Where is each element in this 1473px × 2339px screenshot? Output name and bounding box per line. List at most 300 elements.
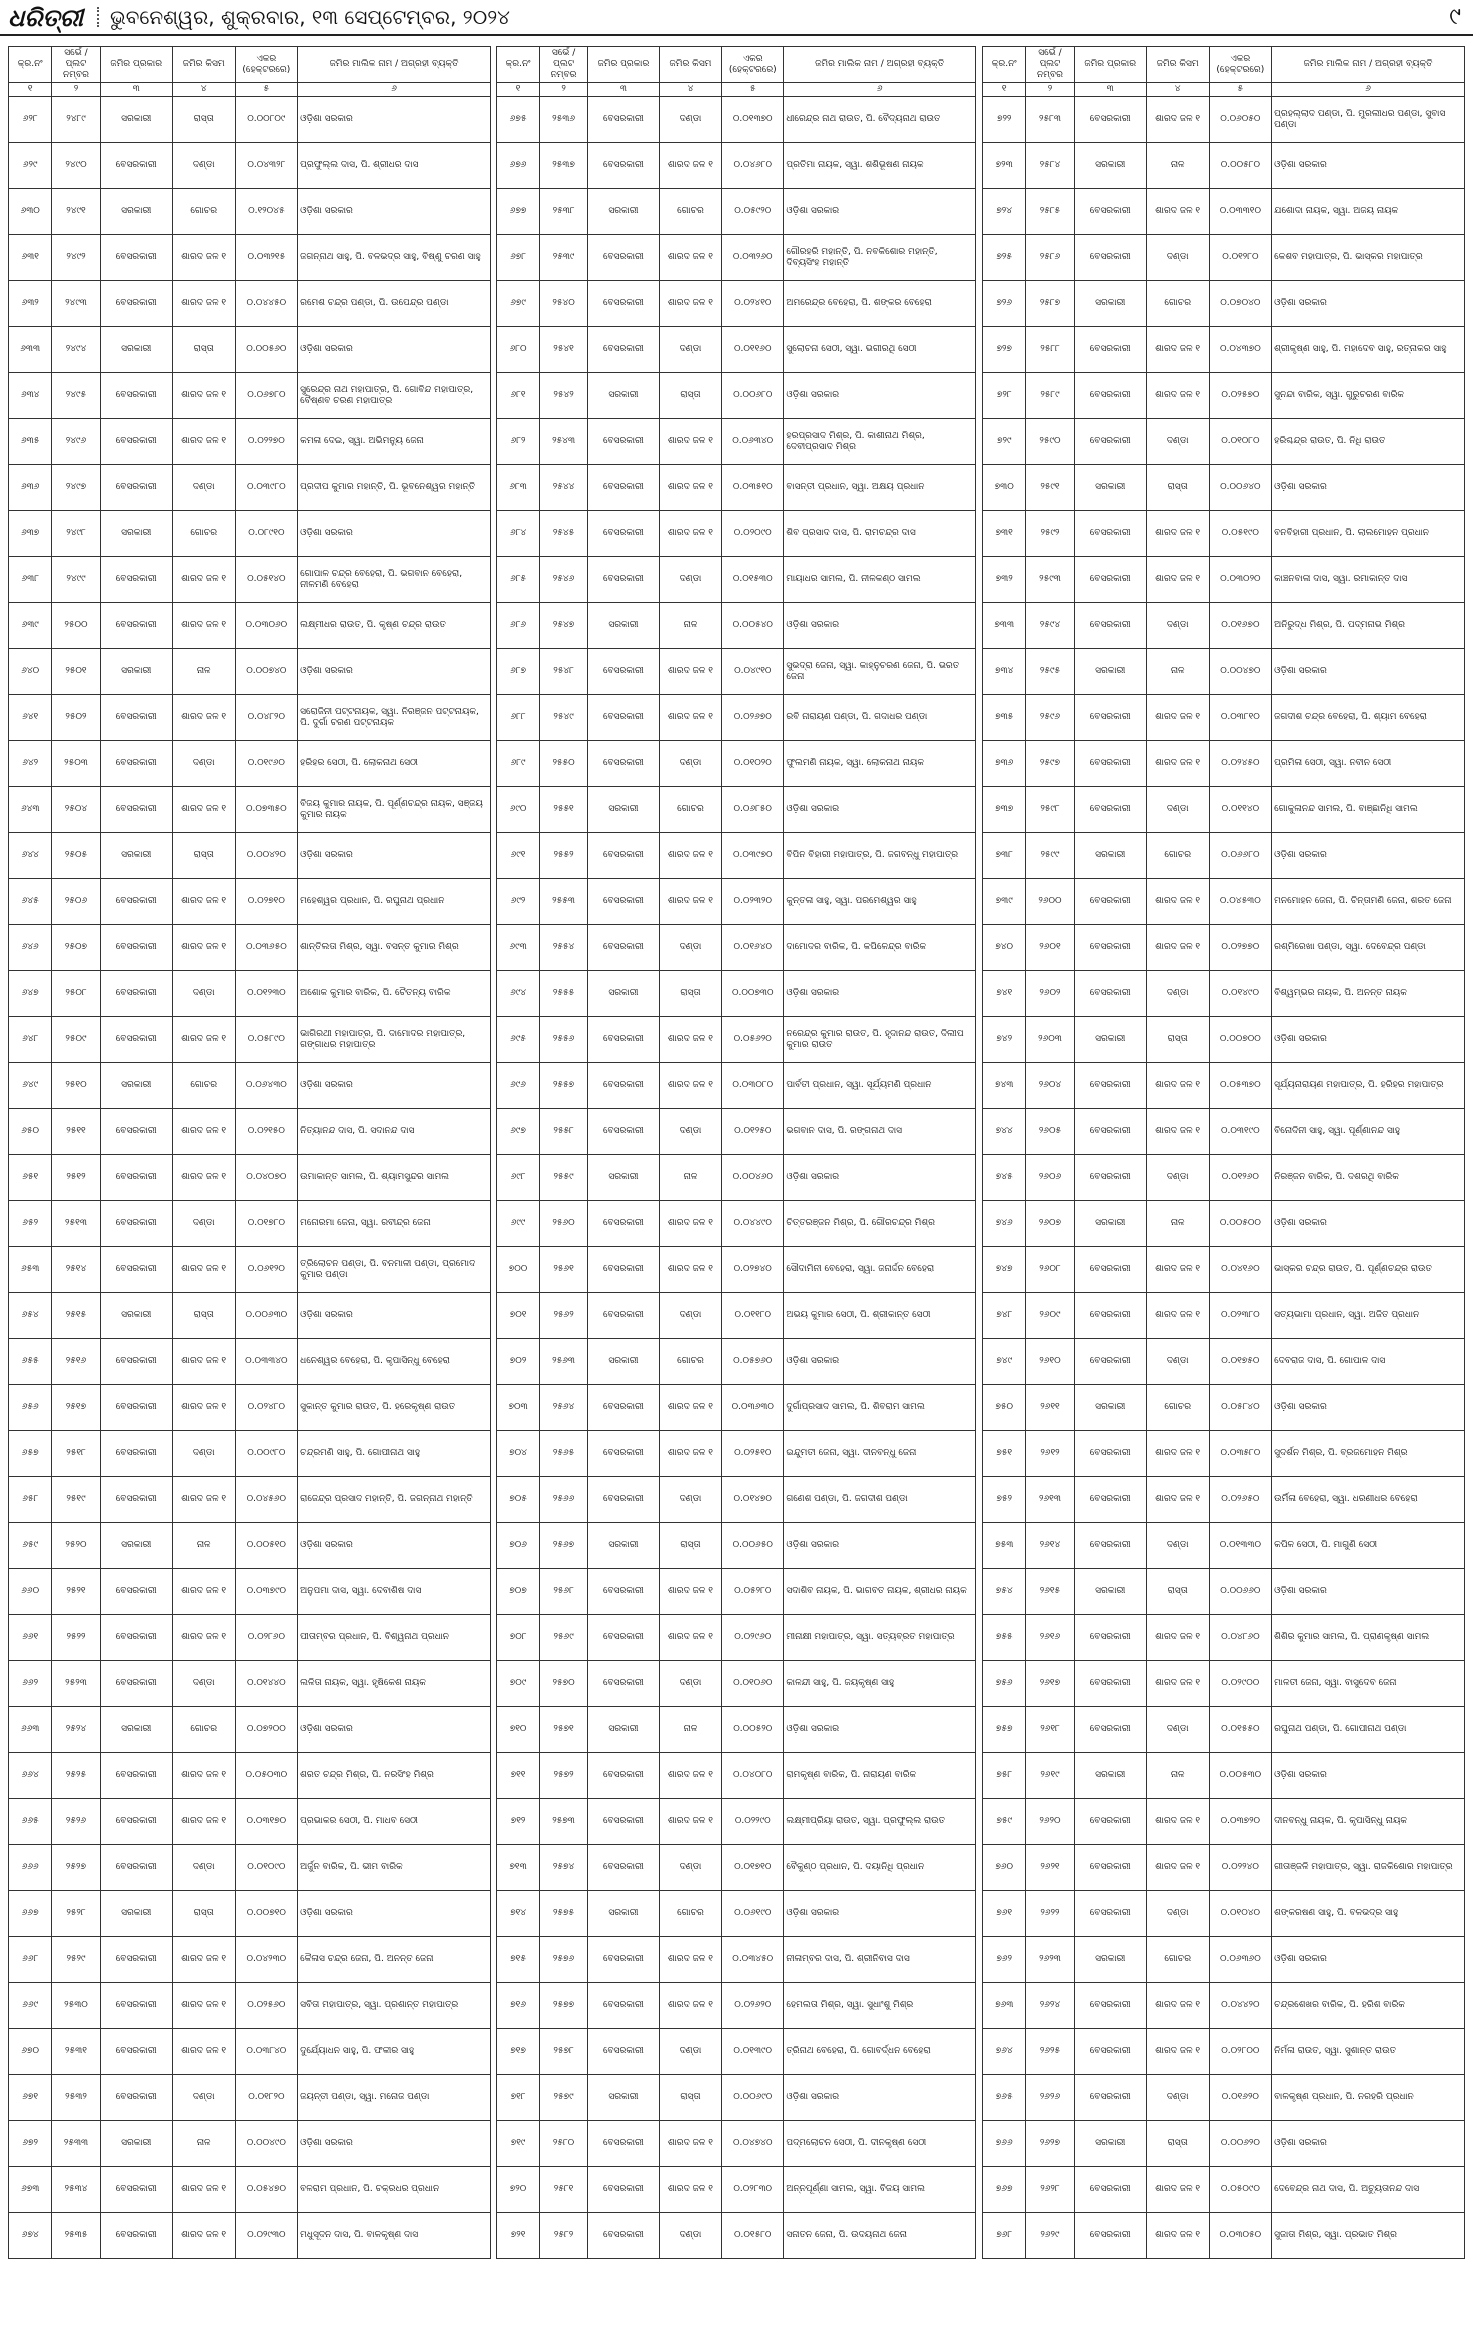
column-header: ଏକର (ହେକ୍ଟରରେ) [1209,47,1272,83]
table-cell: ୨୫୩୬ [540,97,588,143]
table-cell: ୦.୦୨୦୯୦ [722,511,784,557]
table-cell: ଭାଗିରଥୀ ମହାପାତ୍ର, ପି. ଦାମୋଦର ମହାପାତ୍ର, ଗଙ୍ଗାଧର ମହାପାତ୍ର [298,1017,491,1063]
table-cell: ୦.୦୨୫୬୦ [235,1983,298,2029]
table-cell: ଶାରଦ ଜଳ ୧ [659,143,721,189]
table-cell: ଦଣ୍ଡା [659,1109,721,1155]
table-cell: ୨୪୮୯ [52,97,100,143]
table-cell: ୦.୦୩୦୫୦ [1209,2213,1272,2259]
table-cell: ୦.୦୩୭୨୦ [1209,1799,1272,1845]
column-index: ୩ [588,83,660,97]
table-cell: ୨୫୦୧ [52,649,100,695]
table-cell: ବଳରାମ ପ୍ରଧାନ, ପି. ଚକ୍ରଧର ପ୍ରଧାନ [298,2167,491,2213]
table-cell: ଚନ୍ଦ୍ରମଣି ସାହୁ, ପି. ଗୋପୀନାଥ ସାହୁ [298,1431,491,1477]
table-cell: ୦.୦୧୬୭୦ [1209,603,1272,649]
table-row [983,465,1465,511]
table-cell: ଦାମୋଦର ବାରିକ, ପି. କପିଳେନ୍ଦ୍ର ବାରିକ [784,925,976,971]
table-cell: ୨୬୦୪ [1026,1063,1074,1109]
table-cell: ବେସରକାରୀ [100,2213,172,2259]
table-cell: ୦.୦୨୬୨୦ [722,1983,784,2029]
table-cell: ଓଡ଼ିଶା ସରକାର [1272,1937,1465,1983]
table-row [497,1799,976,1845]
table-cell: ୬୭୭ [497,189,540,235]
table-row [9,327,491,373]
table-cell: ବେସରକାରୀ [1074,2029,1146,2075]
table-cell: ଦଣ୍ଡା [1146,1155,1209,1201]
table-cell: ରମେଶ ଚନ୍ଦ୍ର ପଣ୍ଡା, ପି. ଉପେନ୍ଦ୍ର ପଣ୍ଡା [298,281,491,327]
table-row [983,1155,1465,1201]
table-cell: ବେସରକାରୀ [588,97,660,143]
page-number: ୯ [1449,2,1461,30]
table-cell: ଅଭୟ କୁମାର ସେଠୀ, ପି. ଶ୍ରୀକାନ୍ତ ସେଠୀ [784,1293,976,1339]
table-cell: ୨୫୧୧ [52,1109,100,1155]
table-cell: ୨୫୧୭ [52,1385,100,1431]
table-cell: ୨୫୮୫ [1026,189,1074,235]
table-cell: ୨୫୨୧ [52,1569,100,1615]
table-cell: ବେସରକାରୀ [1074,1983,1146,2029]
table-cell: ୨୪୯୬ [52,419,100,465]
table-row [983,1477,1465,1523]
table-cell: ୦.୦୨୬୫୦ [1209,1477,1272,1523]
table-cell: ଗୋଚର [1146,1385,1209,1431]
table-cell: ଅନୁପମା ଦାସ, ସ୍ୱା. ଦେବାଶିଷ ଦାସ [298,1569,491,1615]
table-cell: ୨୬୧୭ [1026,1661,1074,1707]
table-cell: ୨୬୨୯ [1026,2213,1074,2259]
table-cell: ଶାରଦ ଜଳ ୧ [172,879,235,925]
table-cell: ୦.୦୬୩୬୦ [1209,1937,1272,1983]
table-cell: ୨୫୩୪ [52,2167,100,2213]
table-cell: ଶାରଦ ଜଳ ୧ [1146,1615,1209,1661]
table-cell: ୦.୦୪୫୬୦ [235,1477,298,1523]
land-schedule-table [982,46,1465,2259]
table-cell: ଶାରଦ ଜଳ ୧ [1146,879,1209,925]
table-cell: ଓଡ଼ିଶା ସରକାର [1272,833,1465,879]
table-cell: ଶାରଦ ଜଳ ୧ [172,419,235,465]
table-row [983,97,1465,143]
table-cell: ୦.୦୧୪୭୦ [722,1477,784,1523]
table-cell: ୬୪୪ [9,833,52,879]
table-cell: ସରକାରୀ [588,373,660,419]
table-cell: ୨୫୪୦ [540,281,588,327]
table-cell: ବେସରକାରୀ [1074,2167,1146,2213]
table-cell: ୬୮୦ [497,327,540,373]
table-cell: ମହେଶ୍ୱର ପ୍ରଧାନ, ପି. ରଘୁନାଥ ପ୍ରଧାନ [298,879,491,925]
table-cell: ୭୨୧ [497,2213,540,2259]
table-cell: ୨୫୩୭ [540,143,588,189]
table-row [9,373,491,419]
table-row [497,511,976,557]
table-row [9,511,491,557]
table-cell: ବେସରକାରୀ [1074,2213,1146,2259]
table-cell: ସରକାରୀ [1074,649,1146,695]
table-row [9,2167,491,2213]
table-cell: ଓଡ଼ିଶା ସରକାର [784,787,976,833]
table-cell: ୨୬୨୮ [1026,2167,1074,2213]
table-cell: ୨୬୨୩ [1026,1937,1074,1983]
table-cell: ୦.୦୨୧୫୦ [235,1109,298,1155]
table-cell: ଗୌରହରି ମହାନ୍ତି, ପି. ନବକିଶୋର ମହାନ୍ତି, ଦିବ୍ୟସିଂହ ମହାନ୍ତି [784,235,976,281]
newspaper-brand: ଧରିତ୍ରୀ [8,2,83,32]
table-cell: ୨୫୬୩ [540,1339,588,1385]
table-header-row [497,47,976,83]
table-cell: ଦେବରାଜ ଦାସ, ପି. ଗୋପାଳ ଦାସ [1272,1339,1465,1385]
table-cell: ନାଳ [659,1155,721,1201]
column-header: ଜମିର କିସମ [1146,47,1209,83]
column-header: ଜମିର ମାଲିକ ନାମ / ଅଗ୍ରହୀ ବ୍ୟକ୍ତି [298,47,491,83]
table-row [9,281,491,327]
table-cell: ୭୫୮ [983,1753,1026,1799]
table-cell: ୭୧୫ [497,1937,540,1983]
table-cell: ୭୫୪ [983,1569,1026,1615]
table-cell: ଶାରଦ ଜଳ ୧ [1146,1109,1209,1155]
table-cell: ୨୫୨୭ [52,1845,100,1891]
table-cell: ୭୬୫ [983,2075,1026,2121]
table-cell: ଗୋଚର [659,189,721,235]
table-cell: ବେସରକାରୀ [1074,1431,1146,1477]
table-cell: ୬୫୫ [9,1339,52,1385]
table-row [983,1247,1465,1293]
table-cell: ୭୫୫ [983,1615,1026,1661]
table-cell: ୭୧୦ [497,1707,540,1753]
table-cell: ବେସରକାରୀ [588,1017,660,1063]
table-cell: ସରକାରୀ [100,2121,172,2167]
table-cell: ୨୫୨୮ [52,1891,100,1937]
table-cell: ୦.୦୧୧୮୦ [722,1293,784,1339]
table-cell: ବେସରକାରୀ [100,1799,172,1845]
table-cell: ଓଡ଼ିଶା ସରକାର [784,373,976,419]
table-cell: ୦.୦୦୬୯୦ [722,2075,784,2121]
table-cell: ଶାରଦ ଜଳ ୧ [1146,2029,1209,2075]
table-cell: ୦.୦୧୭୫୦ [1209,1339,1272,1385]
table-cell: ୬୮୮ [497,695,540,741]
table-cell: ୨୬୧୨ [1026,1431,1074,1477]
table-cell: ସୁଭଦ୍ରା ଜେନା, ସ୍ୱା. କାହ୍ନୁଚରଣ ଜେନା, ପି. ଭରତ ଜେନା [784,649,976,695]
table-row [497,1891,976,1937]
table-cell: ନିରଞ୍ଜନ ବାରିକ, ପି. ଦଶରଥି ବାରିକ [1272,1155,1465,1201]
table-cell: ୦.୦୫୨୮୦ [722,1569,784,1615]
column-header: ଜମିର ପ୍ରକାର [100,47,172,83]
column-index-row [983,83,1465,97]
table-cell: ବେସରକାରୀ [588,2167,660,2213]
table-cell: ସରକାରୀ [1074,1201,1146,1247]
table-row [497,787,976,833]
table-row [9,2029,491,2075]
table-cell: ଅନିରୁଦ୍ଧ ମିଶ୍ର, ପି. ପଦ୍ମନାଭ ମିଶ୍ର [1272,603,1465,649]
table-cell: ବେସରକାରୀ [1074,97,1146,143]
table-cell: ମାୟାଧର ସାମଲ, ପି. ନୀଳକଣ୍ଠ ସାମଲ [784,557,976,603]
table-cell: ବେସରକାରୀ [588,1845,660,1891]
table-cell: ୦.୦୧୨୩୦ [235,971,298,1017]
table-row [983,419,1465,465]
table-cell: ୨୫୦୪ [52,787,100,833]
table-cell: ୭୨୨ [983,97,1026,143]
table-cell: ୬୯୩ [497,925,540,971]
table-cell: ୦.୦୧୫୮୦ [722,2213,784,2259]
table-cell: ଦଣ୍ଡା [1146,1891,1209,1937]
table-cell: ୭୬୪ [983,2029,1026,2075]
table-cell: ୦.୦୩୫୧୦ [722,465,784,511]
table-row [497,971,976,1017]
table-cell: ବେସରକାରୀ [588,143,660,189]
table-cell: ଓଡ଼ିଶା ସରକାର [784,1155,976,1201]
table-cell: ପୀତାମ୍ବର ପ୍ରଧାନ, ପି. ବିଶ୍ୱନାଥ ପ୍ରଧାନ [298,1615,491,1661]
table-cell: ୨୫୦୭ [52,925,100,971]
land-schedule-table [496,46,976,2259]
table-cell: ୬୪୫ [9,879,52,925]
table-cell: ୦.୦୩୦୨୦ [1209,557,1272,603]
table-cell: ସରକାରୀ [1074,1937,1146,1983]
table-cell: ଶାରଦ ଜଳ ୧ [1146,327,1209,373]
table-cell: ୦.୦୩୭୯୦ [235,1569,298,1615]
table-cell: ୨୫୧୪ [52,1247,100,1293]
table-cell: କମଳା ଦେଇ, ସ୍ୱା. ଅଭିମନ୍ୟୁ ଜେନା [298,419,491,465]
table-cell: ବେସରକାରୀ [588,1983,660,2029]
table-cell: ଶାରଦ ଜଳ ୧ [659,1569,721,1615]
table-cell: ୬୭୫ [497,97,540,143]
table-cell: ଗୋକୁଳାନନ୍ଦ ସାମଲ, ପି. ବାଞ୍ଛାନିଧି ସାମଲ [1272,787,1465,833]
table-cell: ରାସ୍ତା [172,1293,235,1339]
table-cell: ୬୭୧ [9,2075,52,2121]
table-row [9,1017,491,1063]
table-cell: ୬୮୫ [497,557,540,603]
table-cell: ଓଡ଼ିଶା ସରକାର [784,1707,976,1753]
column-index: ୫ [1209,83,1272,97]
table-row [9,1247,491,1293]
table-cell: ୨୬୨୧ [1026,1845,1074,1891]
table-cell: ୭୦୭ [497,1569,540,1615]
column-header: ଏକର (ହେକ୍ଟରରେ) [235,47,298,83]
table-cell: ୦.୦୨୯୬୦ [722,1615,784,1661]
table-cell: ସରକାରୀ [1074,1753,1146,1799]
table-row [983,511,1465,557]
table-cell: ୭୬୭ [983,2167,1026,2213]
column-index: ୬ [298,83,491,97]
table-cell: ମନୋରମା ଜେନା, ସ୍ୱା. ରବୀନ୍ଦ୍ର ଜେନା [298,1201,491,1247]
table-cell: ସରକାରୀ [100,649,172,695]
table-cell: ୨୫୮୯ [1026,373,1074,419]
column-header: ଜମିର କିସମ [172,47,235,83]
table-cell: ୭୦୮ [497,1615,540,1661]
table-cell: ୦.୦୩୩୪୦ [235,1339,298,1385]
table-row [9,1063,491,1109]
table-cell: ବେସରକାରୀ [588,1753,660,1799]
table-cell: ଯଶୋଦା ନାୟକ, ସ୍ୱା. ଅଜୟ ନାୟକ [1272,189,1465,235]
table-cell: ବେସରକାରୀ [588,2029,660,2075]
table-cell: ୨୫୯୭ [1026,741,1074,787]
table-cell: ଓଡ଼ିଶା ସରକାର [784,189,976,235]
column-index: ୬ [784,83,976,97]
table-cell: ୨୫୦୩ [52,741,100,787]
table-cell: ବେସରକାରୀ [1074,1293,1146,1339]
column-header: ଜମିର ପ୍ରକାର [588,47,660,83]
column-header: ଜମିର ମାଲିକ ନାମ / ଅଗ୍ରହୀ ବ୍ୟକ୍ତି [1272,47,1465,83]
table-cell: ୭୨୭ [983,327,1026,373]
table-cell: ୬୯୯ [497,1201,540,1247]
table-cell: ଶାରଦ ଜଳ ୧ [659,465,721,511]
table-cell: ରାସ୍ତା [659,971,721,1017]
table-cell: ୬୩୧ [9,235,52,281]
table-cell: ୭୧୧ [497,1753,540,1799]
table-cell: ଶାରଦ ଜଳ ୧ [659,1937,721,1983]
table-cell: ବେସରକାରୀ [100,695,172,741]
table-cell: ଜଗନ୍ନାଥ ସାହୁ, ପି. ବଳଭଦ୍ର ସାହୁ, ବିଷ୍ଣୁ ଚରଣ ସାହୁ [298,235,491,281]
table-cell: ବେସରକାରୀ [588,1109,660,1155]
table-cell: ଦଣ୍ଡା [659,1661,721,1707]
table-cell: ନୀଳାମ୍ବର ଦାସ, ପି. ଶ୍ରୀନିବାସ ଦାସ [784,1937,976,1983]
table-row [983,695,1465,741]
table-cell: ଓଡ଼ିଶା ସରକାର [784,1339,976,1385]
table-cell: ଶାରଦ ଜଳ ୧ [172,235,235,281]
table-cell: ବେସରକାରୀ [1074,1661,1146,1707]
table-cell: ୦.୦୩୬୫୦ [235,925,298,971]
table-cell: ୬୪୩ [9,787,52,833]
table-cell: ୨୬୧୦ [1026,1339,1074,1385]
table-cell: ୨୫୧୯ [52,1477,100,1523]
table-cell: ଶାରଦ ଜଳ ୧ [1146,741,1209,787]
table-row [9,1891,491,1937]
table-cell: ୦.୦୩୧୭୦ [235,1799,298,1845]
table-cell: ୨୫୪୬ [540,557,588,603]
table-cell: ୦.୦୫୦୯୦ [1209,2167,1272,2213]
table-cell: ୦.୦୬୮୫୦ [722,787,784,833]
table-cell: ବେସରକାରୀ [588,741,660,787]
table-cell: ୦.୦୩୯୭୦ [722,833,784,879]
table-cell: ୬୮୩ [497,465,540,511]
table-cell: ୦.୦୦୭୦୦ [1209,1017,1272,1063]
table-cell: ୨୫୦୮ [52,971,100,1017]
table-cell: ନାଳ [172,1523,235,1569]
table-cell: ୬୫୧ [9,1155,52,1201]
table-cell: ୬୩୭ [9,511,52,557]
table-cell: ୬୩୯ [9,603,52,649]
table-cell: ଶାରଦ ଜଳ ୧ [172,695,235,741]
table-cell: ଶରତ ଚନ୍ଦ୍ର ମିଶ୍ର, ପି. ନରସିଂହ ମିଶ୍ର [298,1753,491,1799]
table-cell: ଅଶୋକ କୁମାର ବାରିକ, ପି. ଚୈତନ୍ୟ ବାରିକ [298,971,491,1017]
table-cell: ବେସରକାରୀ [1074,373,1146,419]
table-cell: ୦.୦୧୨୫୦ [722,1109,784,1155]
table-cell: ଶାରଦ ଜଳ ୧ [659,649,721,695]
table-cell: ୭୦୧ [497,1293,540,1339]
land-schedule-table [8,46,491,2259]
table-cell: ୭୫୯ [983,1799,1026,1845]
table-cell: ରାଜେନ୍ଦ୍ର ପ୍ରସାଦ ମହାନ୍ତି, ପି. ଜଗନ୍ନାଥ ମହାନ୍ତି [298,1477,491,1523]
table-cell: ୬୫୬ [9,1385,52,1431]
table-cell: ୬୬୬ [9,1845,52,1891]
table-cell: ୦.୦୪୦୮୦ [722,1753,784,1799]
table-cell: କାଳନ୍ଦୀ ସାହୁ, ପି. ଜୟକୃଷ୍ଣ ସାହୁ [784,1661,976,1707]
table-cell: ୭୫୦ [983,1385,1026,1431]
table-cell: ବେସରକାରୀ [1074,189,1146,235]
table-cell: ୦.୦୪୮୬୦ [1209,1615,1272,1661]
table-cell: ୨୬୦୭ [1026,1201,1074,1247]
table-cell: ୦.୦୬୪୩୦ [235,1063,298,1109]
table-cell: ୬୬୪ [9,1753,52,1799]
table-cell: ୨୫୪୯ [540,695,588,741]
table-cell: ଶାରଦ ଜଳ ୧ [1146,1247,1209,1293]
table-cell: ଓଡ଼ିଶା ସରକାର [1272,1017,1465,1063]
table-row [497,649,976,695]
table-cell: ଶାରଦ ଜଳ ୧ [172,2213,235,2259]
table-cell: ଶାରଦ ଜଳ ୧ [172,1615,235,1661]
table-cell: ବେସରକାରୀ [588,1477,660,1523]
table-cell: ୨୪୯୦ [52,143,100,189]
table-cell: ବୈକୁଣ୍ଠ ପ୍ରଧାନ, ପି. ଦୟାନିଧି ପ୍ରଧାନ [784,1845,976,1891]
table-cell: ନାଳ [1146,1753,1209,1799]
table-cell: ଓଡ଼ିଶା ସରକାର [298,511,491,557]
table-cell: ଓଡ଼ିଶା ସରକାର [298,189,491,235]
table-cell: ୦.୦୦୫୩୦ [1209,1753,1272,1799]
table-cell: ସରକାରୀ [1074,465,1146,511]
column-index: ୧ [497,83,540,97]
table-cell: ୬୭୮ [497,235,540,281]
table-cell: ୦.୦୦୬୪୦ [1209,465,1272,511]
table-cell: ଲକ୍ଷ୍ମୀଧର ରାଉତ, ପି. କୃଷ୍ଣ ଚନ୍ଦ୍ର ରାଉତ [298,603,491,649]
table-cell: ୦.୦୧୧୪୦ [1209,787,1272,833]
table-cell: ୨୫୬୮ [540,1569,588,1615]
table-cell: ୦.୦୩୧୯୦ [1209,1109,1272,1155]
table-row [983,1109,1465,1155]
table-cell: ରାସ୍ତା [172,1891,235,1937]
table-cell: ୬୩୨ [9,281,52,327]
table-row [9,1569,491,1615]
table-cell: ୬୯୬ [497,1063,540,1109]
table-cell: ୬୮୭ [497,649,540,695]
table-cell: ବେସରକାରୀ [100,373,172,419]
table-cell: ଓଡ଼ିଶା ସରକାର [1272,1753,1465,1799]
table-cell: ସରକାରୀ [1074,1017,1146,1063]
table-cell: ୭୧୨ [497,1799,540,1845]
table-cell: ୭୨୫ [983,235,1026,281]
table-cell: ୨୫୪୨ [540,373,588,419]
table-row [983,971,1465,1017]
table-cell: ଗୋଚର [659,787,721,833]
table-cell: ବେସରକାରୀ [588,1661,660,1707]
table-cell: ୦.୦୨୮୩୦ [722,2167,784,2213]
table-row [9,1983,491,2029]
table-cell: ଦଣ୍ଡା [659,327,721,373]
table-cell: ବେସରକାରୀ [1074,557,1146,603]
table-cell: ଗୋଚର [172,1063,235,1109]
table-cell: ଶଙ୍କରଷଣ ସାହୁ, ପି. ବଳଭଦ୍ର ସାହୁ [1272,1891,1465,1937]
table-cell: ୦.୦୪୦୭୦ [235,1155,298,1201]
table-cell: ୨୫୭୪ [540,1845,588,1891]
table-cell: ବେସରକାରୀ [100,1017,172,1063]
table-row [983,1845,1465,1891]
table-cell: ୨୫୮୦ [540,2121,588,2167]
table-cell: ସରକାରୀ [1074,143,1146,189]
table-cell: ବେସରକାରୀ [588,833,660,879]
table-cell: ୦.୦୦୬୬୦ [1209,1569,1272,1615]
table-cell: ହରପ୍ରସାଦ ମିଶ୍ର, ପି. କାଶୀନାଥ ମିଶ୍ର, ଦେବୀପ୍ରସାଦ ମିଶ୍ର [784,419,976,465]
table-cell: ୭୦୫ [497,1477,540,1523]
table-row [497,1293,976,1339]
table-row [497,1983,976,2029]
table-cell: ୨୪୯୨ [52,235,100,281]
table-cell: ୦.୦୦୪୭୦ [1209,649,1272,695]
table-cell: ୭୪୦ [983,925,1026,971]
table-cell: ୨୫୦୯ [52,1017,100,1063]
table-cell: ୬୪୭ [9,971,52,1017]
table-row [497,1753,976,1799]
table-cell: ଶାରଦ ଜଳ ୧ [659,1017,721,1063]
table-cell: ୬୭୨ [9,2121,52,2167]
table-cell: ଭଗବାନ ଦାସ, ପି. ରଙ୍ଗନାଥ ଦାସ [784,1109,976,1155]
table-cell: ୦.୦୫୪୭୦ [235,2167,298,2213]
table-cell: ୨୫୬୯ [540,1615,588,1661]
table-cell: ୦.୦୧୬୨୦ [1209,2075,1272,2121]
table-cell: ବେସରକାରୀ [1074,1523,1146,1569]
table-cell: ପ୍ରମିଳା ସେଠୀ, ସ୍ୱା. ନବୀନ ସେଠୀ [1272,741,1465,787]
table-cell: ୭୩୩ [983,603,1026,649]
